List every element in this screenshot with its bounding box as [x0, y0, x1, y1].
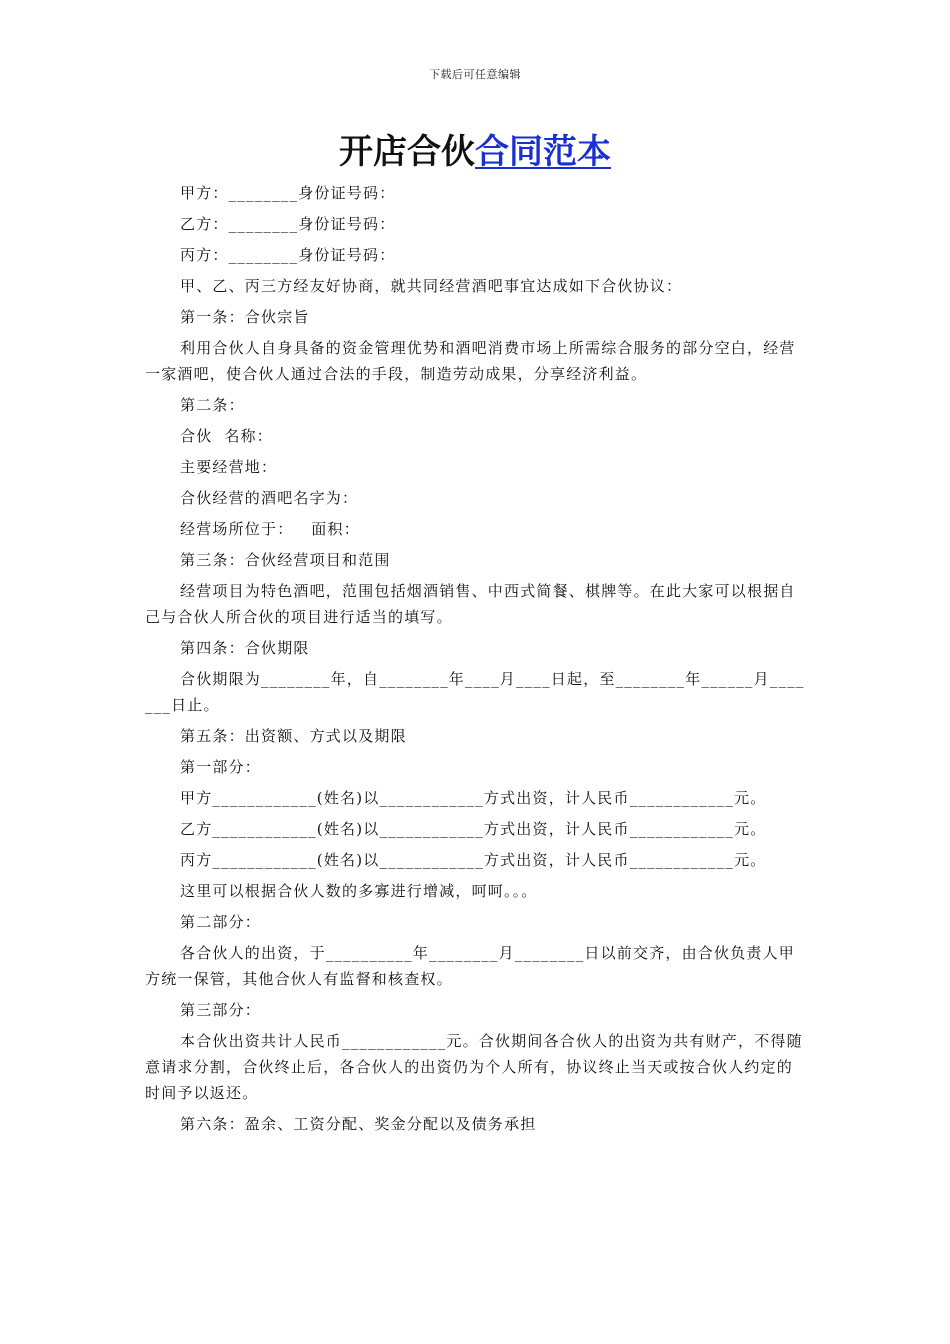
- part-1-heading: 第一部分：: [180, 758, 262, 776]
- part-2-body: 各合伙人的出资，于__________年________月________日以前交齐，由合伙负责人甲方统一保管，其他合伙人有监督和核查权。: [145, 944, 796, 988]
- title-text: 开店合伙: [339, 132, 475, 172]
- bar-name-line: 合伙经营的酒吧名字为：: [180, 489, 359, 507]
- article-6-heading: 第六条：盈余、工资分配、奖金分配以及债务承担: [180, 1115, 537, 1133]
- contribution-note: 这里可以根据合伙人数的多寡进行增减，呵呵。。。: [180, 882, 538, 900]
- article-4-heading: 第四条：合伙期限: [180, 639, 310, 657]
- party-b-line: 乙方：________身份证号码：: [180, 215, 396, 233]
- article-5-heading: 第五条：出资额、方式以及期限: [180, 727, 407, 745]
- article-1-body: 利用合伙人自身具备的资金管理优势和酒吧消费市场上所需综合服务的部分空白，经营一家酒吧，使合伙人通过合法的手段，制造劳动成果，分享经济利益。: [145, 339, 796, 383]
- party-a-contribution: 甲方____________(姓名)以____________方式出资，计人民币____________元。: [180, 789, 767, 807]
- party-b-contribution: 乙方____________(姓名)以____________方式出资，计人民币____________元。: [180, 820, 767, 838]
- party-a-line: 甲方：________身份证号码：: [180, 184, 396, 202]
- part-3-heading: 第三部分：: [180, 1001, 262, 1019]
- article-2-heading: 第二条：: [180, 396, 245, 414]
- article-3-body: 经营项目为特色酒吧，范围包括烟酒销售、中西式简餐、棋牌等。在此大家可以根据自己与合伙人所合伙的项目进行适当的填写。: [145, 582, 796, 626]
- premises-line: 经营场所位于： 面积：: [180, 520, 360, 538]
- preamble: 甲、乙、丙三方经友好协商，就共同经营酒吧事宜达成如下合伙协议：: [180, 277, 683, 295]
- document-title: [0, 128, 950, 176]
- party-c-line: 丙方：________身份证号码：: [180, 246, 396, 264]
- header-note: 下载后可任意编辑: [429, 68, 521, 81]
- article-1-heading: 第一条：合伙宗旨: [180, 308, 310, 326]
- part-2-heading: 第二部分：: [180, 913, 262, 931]
- document-body: [145, 180, 805, 1142]
- partnership-name-line: 合伙 名称：: [180, 427, 273, 445]
- part-3-body: 本合伙出资共计人民币____________元。合伙期间各合伙人的出资为共有财产，不得随意请求分割，合伙终止后，各合伙人的出资仍为个人所有，协议终止当天或按合伙人约定的时间予以返还。: [145, 1032, 803, 1102]
- party-c-contribution: 丙方____________(姓名)以____________方式出资，计人民币____________元。: [180, 851, 767, 869]
- main-location-line: 主要经营地：: [180, 458, 278, 476]
- article-3-heading: 第三条：合伙经营项目和范围: [180, 551, 391, 569]
- article-4-body: 合伙期限为________年，自________年____月____日起，至________年______月_______日止。: [145, 670, 805, 714]
- title-link[interactable]: 合同范本: [475, 132, 611, 172]
